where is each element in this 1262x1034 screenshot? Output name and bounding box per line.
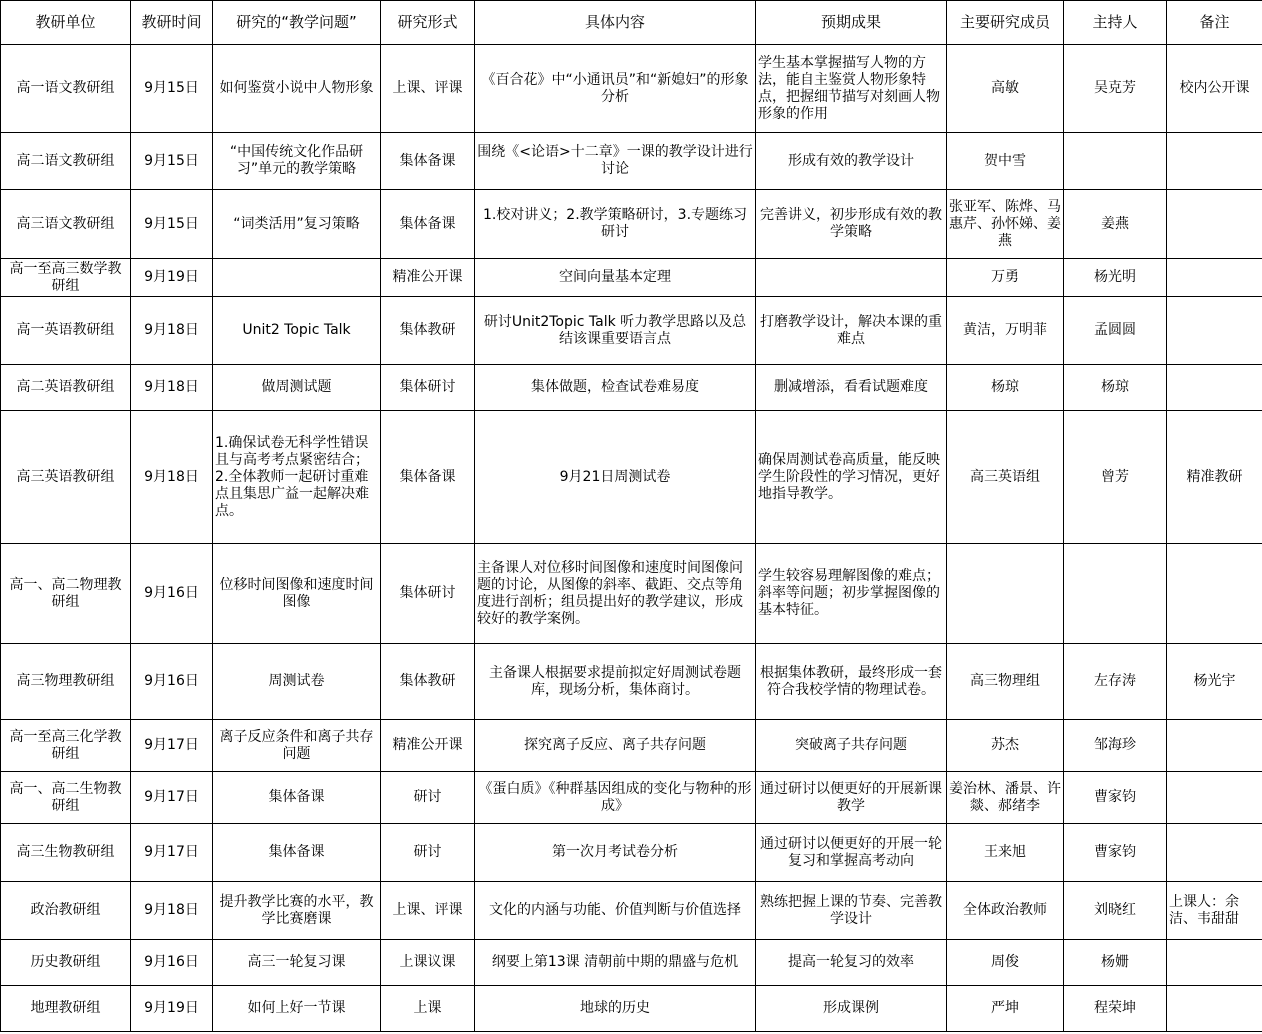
- cell-time: 9月15日: [131, 133, 213, 190]
- cell-form: 上课、评课: [381, 882, 475, 940]
- cell-remarks: [1167, 190, 1262, 259]
- cell-time: 9月18日: [131, 365, 213, 411]
- cell-members: 高三物理组: [947, 644, 1064, 720]
- table-row: [1, 986, 1262, 1032]
- cell-content: 《蛋白质》《种群基因组成的变化与物种的形成》: [475, 772, 756, 824]
- cell-remarks: [1167, 133, 1262, 190]
- cell-time: 9月17日: [131, 772, 213, 824]
- cell-time: 9月19日: [131, 986, 213, 1032]
- cell-content: 集体做题，检查试卷难易度: [475, 365, 756, 411]
- cell-content: 1.校对讲义；2.教学策略研讨，3.专题练习研讨: [475, 190, 756, 259]
- table-row: [1, 45, 1262, 133]
- cell-problem: [213, 259, 381, 297]
- cell-remarks: [1167, 772, 1262, 824]
- cell-host: 曾芳: [1064, 411, 1167, 544]
- cell-content: 纲要上第13课 清朝前中期的鼎盛与危机: [475, 940, 756, 986]
- cell-members: 严坤: [947, 986, 1064, 1032]
- cell-time: 9月16日: [131, 940, 213, 986]
- cell-unit: 高二语文教研组: [1, 133, 131, 190]
- cell-outcome: 学生基本掌握描写人物的方法，能自主鉴赏人物形象特点，把握细节描写对刻画人物形象的作用: [756, 45, 947, 133]
- cell-outcome: 根据集体教研，最终形成一套符合我校学情的物理试卷。: [756, 644, 947, 720]
- cell-unit: 高一、高二生物教研组: [1, 772, 131, 824]
- cell-problem: 位移时间图像和速度时间图像: [213, 544, 381, 644]
- table-row: [1, 940, 1262, 986]
- cell-form: 集体备课: [381, 190, 475, 259]
- cell-form: 集体教研: [381, 297, 475, 365]
- cell-unit: 高三英语教研组: [1, 411, 131, 544]
- table-row: [1, 365, 1262, 411]
- cell-host: 曹家钧: [1064, 824, 1167, 882]
- cell-time: 9月17日: [131, 824, 213, 882]
- cell-problem: 提升教学比赛的水平，教学比赛磨课: [213, 882, 381, 940]
- cell-content: 第一次月考试卷分析: [475, 824, 756, 882]
- table-row: [1, 259, 1262, 297]
- cell-problem: 如何上好一节课: [213, 986, 381, 1032]
- cell-host: 邹海珍: [1064, 720, 1167, 772]
- cell-unit: 高三生物教研组: [1, 824, 131, 882]
- cell-content: 地球的历史: [475, 986, 756, 1032]
- cell-problem: 离子反应条件和离子共存问题: [213, 720, 381, 772]
- cell-form: 集体备课: [381, 411, 475, 544]
- cell-time: 9月15日: [131, 190, 213, 259]
- cell-form: 上课: [381, 986, 475, 1032]
- cell-content: 文化的内涵与功能、价值判断与价值选择: [475, 882, 756, 940]
- cell-time: 9月18日: [131, 297, 213, 365]
- header-content: 具体内容: [475, 1, 756, 45]
- header-form: 研究形式: [381, 1, 475, 45]
- table-row: [1, 824, 1262, 882]
- cell-members: 贺中雪: [947, 133, 1064, 190]
- cell-outcome: 学生较容易理解图像的难点；斜率等问题；初步掌握图像的基本特征。: [756, 544, 947, 644]
- cell-remarks: [1167, 986, 1262, 1032]
- cell-form: 集体研讨: [381, 544, 475, 644]
- table-row: [1, 411, 1262, 544]
- cell-members: 姜治林、潘景、许燚、郝绪李: [947, 772, 1064, 824]
- cell-problem: 做周测试题: [213, 365, 381, 411]
- cell-members: 苏杰: [947, 720, 1064, 772]
- cell-outcome: 通过研讨以便更好的开展新课教学: [756, 772, 947, 824]
- cell-problem: “中国传统文化作品研习”单元的教学策略: [213, 133, 381, 190]
- cell-time: 9月18日: [131, 411, 213, 544]
- cell-time: 9月15日: [131, 45, 213, 133]
- cell-members: 高三英语组: [947, 411, 1064, 544]
- cell-content: 围绕《<论语>十二章》一课的教学设计进行讨论: [475, 133, 756, 190]
- cell-members: [947, 544, 1064, 644]
- cell-content: 探究离子反应、离子共存问题: [475, 720, 756, 772]
- cell-unit: 高三语文教研组: [1, 190, 131, 259]
- cell-problem: 如何鉴赏小说中人物形象: [213, 45, 381, 133]
- header-problem: 研究的“教学问题”: [213, 1, 381, 45]
- cell-form: 集体研讨: [381, 365, 475, 411]
- cell-outcome: 提高一轮复习的效率: [756, 940, 947, 986]
- cell-form: 集体备课: [381, 133, 475, 190]
- cell-host: 姜燕: [1064, 190, 1167, 259]
- cell-remarks: 上课人：余洁、韦甜甜: [1167, 882, 1262, 940]
- cell-unit: 高一语文教研组: [1, 45, 131, 133]
- cell-remarks: [1167, 297, 1262, 365]
- cell-members: 杨琼: [947, 365, 1064, 411]
- cell-outcome: 通过研讨以便更好的开展一轮复习和掌握高考动向: [756, 824, 947, 882]
- cell-form: 上课、评课: [381, 45, 475, 133]
- cell-members: 张亚军、陈烨、马惠芹、孙怀娣、姜燕: [947, 190, 1064, 259]
- cell-remarks: 杨光宇: [1167, 644, 1262, 720]
- cell-problem: “词类活用”复习策略: [213, 190, 381, 259]
- table-row: [1, 133, 1262, 190]
- cell-host: 吴克芳: [1064, 45, 1167, 133]
- cell-content: 空间向量基本定理: [475, 259, 756, 297]
- cell-host: 杨琼: [1064, 365, 1167, 411]
- header-outcome: 预期成果: [756, 1, 947, 45]
- cell-host: 孟圆圆: [1064, 297, 1167, 365]
- cell-form: 研讨: [381, 824, 475, 882]
- cell-members: 高敏: [947, 45, 1064, 133]
- cell-outcome: 删减增添，看看试题难度: [756, 365, 947, 411]
- cell-content: 主备课人对位移时间图像和速度时间图像问题的讨论，从图像的斜率、截距、交点等角度进行剖析；组员提出好的教学建议，形成较好的教学案例。: [475, 544, 756, 644]
- cell-unit: 政治教研组: [1, 882, 131, 940]
- cell-unit: 高一至高三化学教研组: [1, 720, 131, 772]
- cell-outcome: 形成课例: [756, 986, 947, 1032]
- cell-remarks: [1167, 824, 1262, 882]
- cell-form: 精准公开课: [381, 259, 475, 297]
- cell-time: 9月16日: [131, 644, 213, 720]
- cell-problem: 集体备课: [213, 772, 381, 824]
- table-row: [1, 772, 1262, 824]
- cell-host: 曹家钧: [1064, 772, 1167, 824]
- cell-remarks: [1167, 940, 1262, 986]
- table-row: [1, 882, 1262, 940]
- cell-outcome: 确保周测试卷高质量，能反映学生阶段性的学习情况，更好地指导教学。: [756, 411, 947, 544]
- cell-problem: Unit2 Topic Talk: [213, 297, 381, 365]
- cell-outcome: 熟练把握上课的节奏、完善教学设计: [756, 882, 947, 940]
- cell-members: 王来旭: [947, 824, 1064, 882]
- cell-host: 杨光明: [1064, 259, 1167, 297]
- header-unit: 教研单位: [1, 1, 131, 45]
- cell-remarks: 精准教研: [1167, 411, 1262, 544]
- cell-outcome: 突破离子共存问题: [756, 720, 947, 772]
- cell-unit: 地理教研组: [1, 986, 131, 1032]
- header-row: [1, 1, 1262, 45]
- cell-host: 杨姗: [1064, 940, 1167, 986]
- cell-outcome: 打磨教学设计，解决本课的重难点: [756, 297, 947, 365]
- cell-members: 全体政治教师: [947, 882, 1064, 940]
- cell-host: 程荣坤: [1064, 986, 1167, 1032]
- cell-unit: 高二英语教研组: [1, 365, 131, 411]
- cell-unit: 历史教研组: [1, 940, 131, 986]
- cell-unit: 高一、高二物理教研组: [1, 544, 131, 644]
- cell-unit: 高三物理教研组: [1, 644, 131, 720]
- cell-remarks: [1167, 720, 1262, 772]
- cell-problem: 集体备课: [213, 824, 381, 882]
- cell-unit: 高一英语教研组: [1, 297, 131, 365]
- cell-remarks: [1167, 365, 1262, 411]
- table-row: [1, 297, 1262, 365]
- cell-host: 左存涛: [1064, 644, 1167, 720]
- table-row: [1, 644, 1262, 720]
- cell-problem: 1.确保试卷无科学性错误且与高考考点紧密结合；2.全体教师一起研讨重难点且集思广益一起解决难点。: [213, 411, 381, 544]
- cell-content: 主备课人根据要求提前拟定好周测试卷题库，现场分析，集体商讨。: [475, 644, 756, 720]
- header-remarks: 备注: [1167, 1, 1262, 45]
- cell-outcome: [756, 259, 947, 297]
- cell-problem: 高三一轮复习课: [213, 940, 381, 986]
- cell-host: 刘晓红: [1064, 882, 1167, 940]
- cell-host: [1064, 544, 1167, 644]
- cell-members: 万勇: [947, 259, 1064, 297]
- cell-form: 精准公开课: [381, 720, 475, 772]
- cell-content: 研讨Unit2Topic Talk 听力教学思路以及总结该课重要语言点: [475, 297, 756, 365]
- table-row: [1, 720, 1262, 772]
- cell-content: 9月21日周测试卷: [475, 411, 756, 544]
- cell-problem: 周测试卷: [213, 644, 381, 720]
- cell-time: 9月16日: [131, 544, 213, 644]
- cell-remarks: [1167, 259, 1262, 297]
- table-row: [1, 544, 1262, 644]
- cell-form: 研讨: [381, 772, 475, 824]
- cell-time: 9月19日: [131, 259, 213, 297]
- cell-unit: 高一至高三数学教研组: [1, 259, 131, 297]
- header-time: 教研时间: [131, 1, 213, 45]
- header-members: 主要研究成员: [947, 1, 1064, 45]
- cell-time: 9月18日: [131, 882, 213, 940]
- cell-outcome: 完善讲义，初步形成有效的教学策略: [756, 190, 947, 259]
- cell-remarks: 校内公开课: [1167, 45, 1262, 133]
- cell-form: 上课议课: [381, 940, 475, 986]
- cell-time: 9月17日: [131, 720, 213, 772]
- cell-outcome: 形成有效的教学设计: [756, 133, 947, 190]
- table-row: [1, 190, 1262, 259]
- cell-members: 黄洁，万明菲: [947, 297, 1064, 365]
- cell-members: 周俊: [947, 940, 1064, 986]
- header-host: 主持人: [1064, 1, 1167, 45]
- cell-remarks: [1167, 544, 1262, 644]
- cell-host: [1064, 133, 1167, 190]
- cell-content: 《百合花》中“小通讯员”和“新媳妇”的形象分析: [475, 45, 756, 133]
- cell-form: 集体教研: [381, 644, 475, 720]
